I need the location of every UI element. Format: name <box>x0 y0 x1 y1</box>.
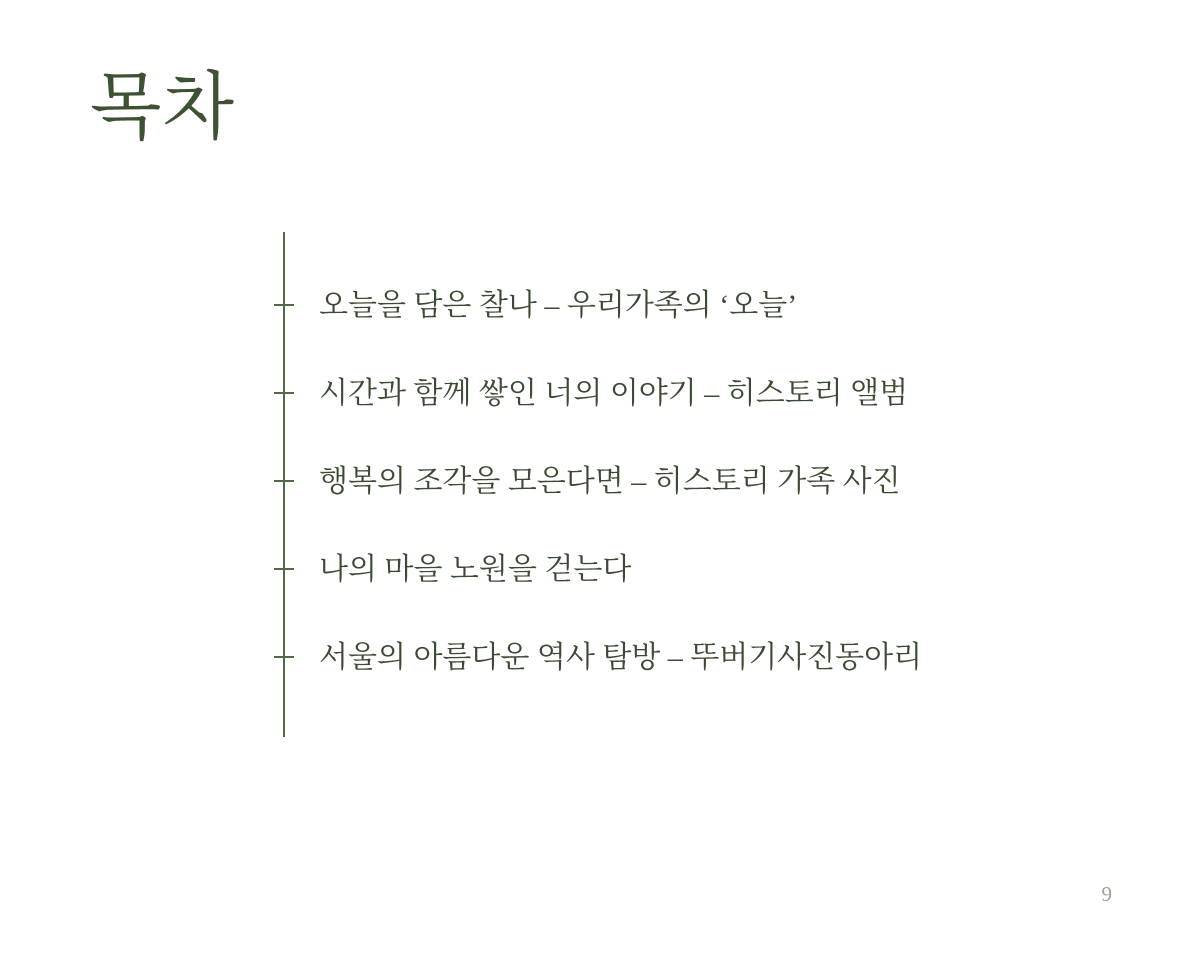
list-item[interactable] <box>283 261 1103 349</box>
dash-icon <box>274 392 294 394</box>
list-item[interactable] <box>283 525 1103 613</box>
toc-item-label: 시간과 함께 쌓인 너의 이야기 – 히스토리 앨범 <box>319 376 909 410</box>
toc-list <box>283 261 1103 701</box>
dash-icon <box>274 568 294 570</box>
list-item[interactable] <box>283 613 1103 701</box>
page-title: 목차 <box>90 67 235 149</box>
list-item[interactable] <box>283 437 1103 525</box>
list-item[interactable] <box>283 349 1103 437</box>
dash-icon <box>274 480 294 482</box>
toc-item-label: 서울의 아름다운 역사 탐방 – 뚜버기사진동아리 <box>319 640 923 674</box>
dash-icon <box>274 304 294 306</box>
toc-item-label: 오늘을 담은 찰나 – 우리가족의 ‘오늘’ <box>319 288 798 322</box>
page-number: 9 <box>1101 882 1112 906</box>
toc-item-label: 행복의 조각을 모은다면 – 히스토리 가족 사진 <box>319 464 901 498</box>
table-of-contents <box>283 232 1103 701</box>
toc-item-label: 나의 마을 노원을 걷는다 <box>319 552 632 586</box>
dash-icon <box>274 656 294 658</box>
